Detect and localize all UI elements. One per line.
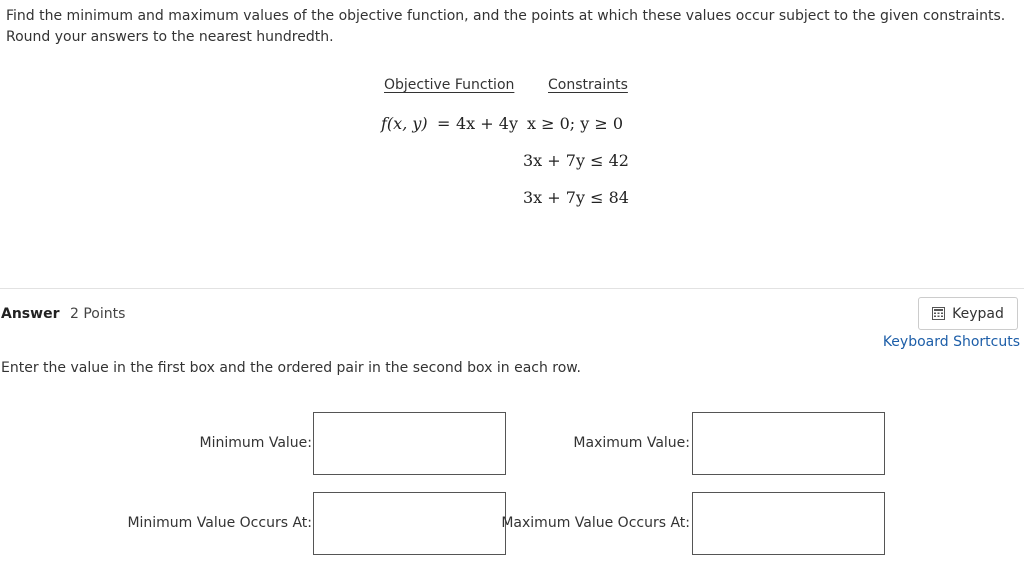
constraint-3: 3x + 7y ≤ 84 — [523, 188, 629, 207]
minimum-occurs-at-input[interactable] — [313, 492, 506, 555]
keypad-icon — [932, 307, 945, 320]
objective-equals: = — [437, 114, 451, 133]
objective-function-lhs-text: f(x, y) — [381, 114, 428, 133]
maximum-value-label: Maximum Value: — [573, 435, 690, 451]
answer-instruction: Enter the value in the first box and the ordered pair in the second box in each row. — [1, 360, 581, 376]
objective-function-rhs: 4x + 4y — [456, 114, 518, 133]
points-badge: 2 Points — [70, 306, 126, 322]
constraints-header: Constraints — [548, 77, 628, 93]
answer-label: Answer — [1, 306, 60, 322]
question-text: Find the minimum and maximum values of the objective function, and the points at which these values occur subject to the given constraints. Round your answers to the nearest hundredth. — [6, 8, 1006, 45]
constraint-nonnegative: x ≥ 0; y ≥ 0 — [527, 114, 624, 133]
keypad-button-label: Keypad — [952, 305, 1004, 322]
constraint-2: 3x + 7y ≤ 42 — [523, 151, 629, 170]
section-divider — [0, 288, 1024, 289]
maximum-value-input[interactable] — [692, 412, 885, 475]
maximum-occurs-at-input[interactable] — [692, 492, 885, 555]
minimum-occurs-at-label: Minimum Value Occurs At: — [127, 515, 312, 531]
maximum-occurs-at-label: Maximum Value Occurs At: — [501, 515, 690, 531]
minimum-value-label: Minimum Value: — [199, 435, 312, 451]
objective-function-lhs — [381, 114, 428, 133]
minimum-value-input[interactable] — [313, 412, 506, 475]
keyboard-shortcuts-link[interactable]: Keyboard Shortcuts — [882, 334, 1020, 350]
keypad-button[interactable] — [918, 297, 1018, 330]
objective-function-header: Objective Function — [384, 77, 515, 93]
objective-constraints-table — [0, 0, 1024, 230]
